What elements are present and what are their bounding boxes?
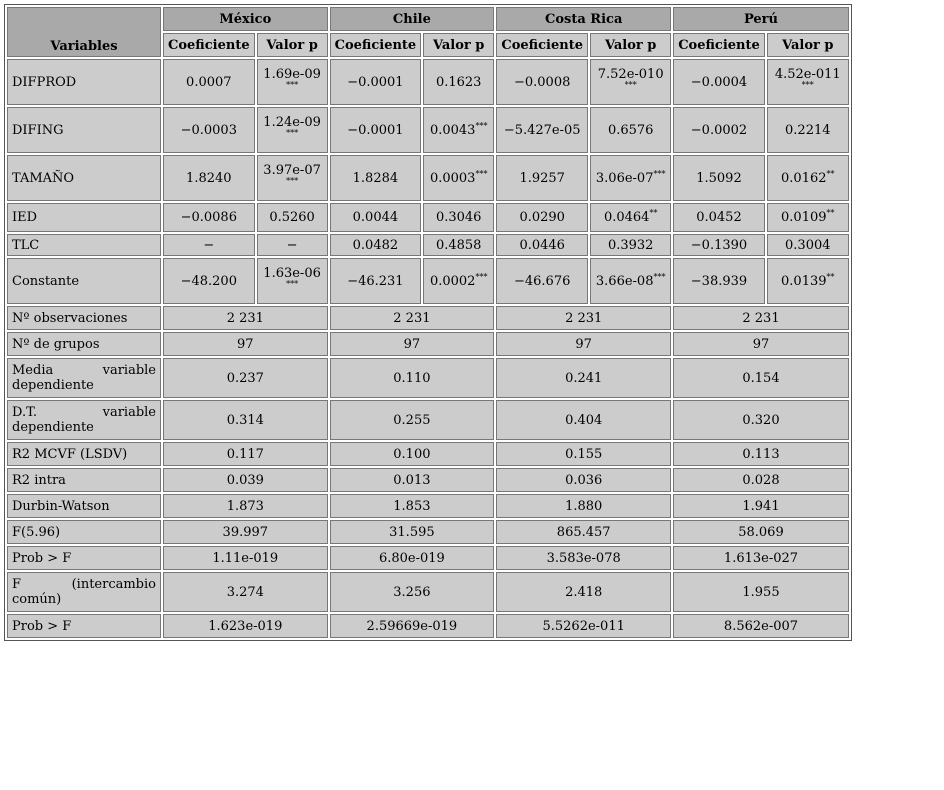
- pvalue-cell: [423, 203, 494, 232]
- pvalue-text: 0.0003: [429, 170, 476, 186]
- coef-header: Coeficiente: [330, 33, 422, 57]
- country-header-row: [7, 7, 849, 31]
- coef-row: [7, 155, 849, 201]
- significance-marker: ***: [286, 128, 299, 138]
- significance-marker: ***: [286, 80, 299, 90]
- country-header: México: [163, 7, 328, 31]
- pvalue-text: 0.3046: [435, 210, 482, 225]
- row-label: R2 MCVF (LSDV): [7, 442, 161, 466]
- pvalue-text: 1.24e-09: [263, 115, 321, 130]
- stat-value-cell: 2 231: [496, 306, 671, 330]
- pvalue-text: 0.0464: [603, 210, 650, 225]
- stat-value-cell: 1.955: [673, 572, 849, 612]
- coef-header: Coeficiente: [673, 33, 765, 57]
- pvalue-text: 0.6576: [607, 122, 654, 138]
- pvalue-cell: [590, 107, 671, 153]
- stat-row: [7, 442, 849, 466]
- coefficient-cell: −0.0008: [496, 59, 588, 105]
- regression-table-frame: [4, 4, 852, 641]
- pvalue-cell: [423, 234, 494, 256]
- stat-value-cell: 6.80e-019: [330, 546, 495, 570]
- pvalue-text: 0.4858: [435, 237, 482, 253]
- row-label: TAMAÑO: [7, 155, 161, 201]
- row-label: Media variable dependiente: [7, 358, 161, 398]
- significance-marker: **: [826, 208, 835, 218]
- pvalue-text: 0.0002: [429, 273, 476, 289]
- coef-header: Coeficiente: [163, 33, 255, 57]
- coefficient-cell: −46.676: [496, 258, 588, 304]
- coef-row: [7, 59, 849, 105]
- pvalue-text: 0.0043: [429, 122, 476, 138]
- stat-value-cell: 2.418: [496, 572, 671, 612]
- stat-value-cell: 0.314: [163, 400, 328, 440]
- stat-row: [7, 400, 849, 440]
- stat-value-cell: 0.117: [163, 442, 328, 466]
- pvalue-text: 4.52e-011: [774, 67, 841, 82]
- row-label: IED: [7, 203, 161, 232]
- stat-value-cell: 2 231: [673, 306, 849, 330]
- significance-marker: **: [649, 208, 658, 218]
- stat-value-cell: 1.880: [496, 494, 671, 518]
- pvalue-cell: [767, 203, 849, 232]
- pvalue-cell: [590, 59, 671, 105]
- coefficient-cell: −5.427e-05: [496, 107, 588, 153]
- pvalue-cell: [767, 234, 849, 256]
- stat-value-cell: 58.069: [673, 520, 849, 544]
- significance-marker: ***: [286, 176, 299, 186]
- pvalue-cell: [257, 155, 328, 201]
- stat-value-cell: 0.320: [673, 400, 849, 440]
- country-header: Perú: [673, 7, 849, 31]
- pvalue-cell: [590, 258, 671, 304]
- pvalue-text: 3.97e-07: [263, 163, 321, 178]
- stat-value-cell: 0.039: [163, 468, 328, 492]
- stat-row: [7, 614, 849, 638]
- coefficient-cell: 0.0007: [163, 59, 255, 105]
- coef-header: Coeficiente: [496, 33, 588, 57]
- pvalue-cell: [767, 155, 849, 201]
- stat-value-cell: 0.154: [673, 358, 849, 398]
- row-label: Nº de grupos: [7, 332, 161, 356]
- coefficient-cell: −0.1390: [673, 234, 765, 256]
- stat-value-cell: 0.237: [163, 358, 328, 398]
- statistic-rows: [7, 306, 849, 638]
- coefficient-cell: 0.0044: [330, 203, 422, 232]
- stat-row: [7, 358, 849, 398]
- stat-value-cell: 1.853: [330, 494, 495, 518]
- row-label: DIFING: [7, 107, 161, 153]
- stat-value-cell: 0.241: [496, 358, 671, 398]
- stat-value-cell: 39.997: [163, 520, 328, 544]
- significance-marker: **: [826, 272, 835, 282]
- stat-row: [7, 332, 849, 356]
- stat-value-cell: 3.583e-078: [496, 546, 671, 570]
- pvalue-text: 0.3004: [785, 237, 831, 253]
- coefficient-cell: −0.0004: [673, 59, 765, 105]
- pvalue-cell: [423, 258, 494, 304]
- coefficient-cell: −46.231: [330, 258, 422, 304]
- pvalue-text: 0.1623: [435, 74, 482, 90]
- pvalue-text: 0.5260: [269, 210, 315, 225]
- stat-value-cell: 3.274: [163, 572, 328, 612]
- row-label: D.T. variable dependiente: [7, 400, 161, 440]
- stat-value-cell: 1.941: [673, 494, 849, 518]
- stat-value-cell: 0.113: [673, 442, 849, 466]
- stat-row: [7, 468, 849, 492]
- row-label: Nº observaciones: [7, 306, 161, 330]
- row-label: DIFPROD: [7, 59, 161, 105]
- coefficient-cell: 0.0452: [673, 203, 765, 232]
- coefficient-cell: −0.0002: [673, 107, 765, 153]
- coefficient-cell: 0.0290: [496, 203, 588, 232]
- coefficient-cell: 1.5092: [673, 155, 765, 201]
- pvalue-text: 3.06e-07: [595, 170, 654, 186]
- pvalue-cell: [423, 155, 494, 201]
- coefficient-rows: [7, 59, 849, 304]
- country-header: Chile: [330, 7, 495, 31]
- stat-row: [7, 546, 849, 570]
- stat-value-cell: 1.873: [163, 494, 328, 518]
- stat-value-cell: 1.623e-019: [163, 614, 328, 638]
- coefficient-cell: −0.0003: [163, 107, 255, 153]
- pvalue-text: 0.0109: [781, 210, 827, 225]
- coefficient-cell: −48.200: [163, 258, 255, 304]
- pvalue-text: 0.0162: [781, 170, 827, 186]
- coefficient-cell: −0.0001: [330, 59, 422, 105]
- stat-value-cell: 0.028: [673, 468, 849, 492]
- significance-marker: ***: [653, 272, 666, 282]
- row-label: F(5.96): [7, 520, 161, 544]
- coefficient-cell: 1.9257: [496, 155, 588, 201]
- coef-row: [7, 203, 849, 232]
- coef-row: [7, 258, 849, 304]
- significance-marker: ***: [653, 169, 666, 179]
- stat-value-cell: 2 231: [330, 306, 495, 330]
- row-label: TLC: [7, 234, 161, 256]
- significance-marker: ***: [475, 272, 488, 282]
- stat-value-cell: 2 231: [163, 306, 328, 330]
- stat-value-cell: 0.100: [330, 442, 495, 466]
- pvalue-text: 1.63e-06: [263, 266, 321, 281]
- row-label: Prob > F: [7, 614, 161, 638]
- stat-value-cell: 1.613e-027: [673, 546, 849, 570]
- stat-value-cell: 97: [330, 332, 495, 356]
- stat-row: [7, 494, 849, 518]
- pvalue-text: 7.52e-010: [597, 67, 664, 82]
- pvalue-text: 1.69e-09: [263, 67, 321, 82]
- stat-value-cell: 5.5262e-011: [496, 614, 671, 638]
- significance-marker: **: [826, 169, 835, 179]
- coefficient-cell: −0.0001: [330, 107, 422, 153]
- pvalue-cell: [257, 107, 328, 153]
- coefficient-cell: 1.8240: [163, 155, 255, 201]
- significance-marker: ***: [286, 279, 299, 289]
- pvalue-text: −: [286, 237, 298, 253]
- pvalue-cell: [257, 234, 328, 256]
- pvalue-cell: [257, 59, 328, 105]
- stat-value-cell: 2.59669e-019: [330, 614, 495, 638]
- pval-header: Valor p: [423, 33, 494, 57]
- coefficient-cell: 0.0446: [496, 234, 588, 256]
- coefficient-cell: −: [163, 234, 255, 256]
- stat-value-cell: 97: [673, 332, 849, 356]
- pval-header: Valor p: [590, 33, 671, 57]
- stat-value-cell: 31.595: [330, 520, 495, 544]
- stat-value-cell: 3.256: [330, 572, 495, 612]
- significance-marker: ***: [801, 80, 814, 90]
- coef-row: [7, 107, 849, 153]
- stat-value-cell: 97: [163, 332, 328, 356]
- stat-value-cell: 0.036: [496, 468, 671, 492]
- stat-row: [7, 306, 849, 330]
- pvalue-cell: [767, 59, 849, 105]
- coefficient-cell: 0.0482: [330, 234, 422, 256]
- pvalue-cell: [767, 258, 849, 304]
- pvalue-text: 0.2214: [785, 122, 831, 138]
- stat-row: [7, 520, 849, 544]
- pvalue-cell: [767, 107, 849, 153]
- stat-value-cell: 8.562e-007: [673, 614, 849, 638]
- row-label: Constante: [7, 258, 161, 304]
- pval-header: Valor p: [257, 33, 328, 57]
- pvalue-cell: [257, 258, 328, 304]
- coefficient-cell: 1.8284: [330, 155, 422, 201]
- pvalue-text: 0.3932: [607, 237, 654, 253]
- variables-header: Variables: [7, 7, 161, 57]
- coef-row: [7, 234, 849, 256]
- pvalue-cell: [423, 59, 494, 105]
- pvalue-cell: [590, 234, 671, 256]
- row-label: Prob > F: [7, 546, 161, 570]
- significance-marker: ***: [624, 80, 637, 90]
- stat-value-cell: 865.457: [496, 520, 671, 544]
- row-label: Durbin-Watson: [7, 494, 161, 518]
- pvalue-text: 3.66e-08: [595, 273, 654, 289]
- stat-value-cell: 0.255: [330, 400, 495, 440]
- row-label: R2 intra: [7, 468, 161, 492]
- coefficient-cell: −0.0086: [163, 203, 255, 232]
- stat-value-cell: 0.013: [330, 468, 495, 492]
- pval-header: Valor p: [767, 33, 849, 57]
- stat-row: [7, 572, 849, 612]
- pvalue-cell: [423, 107, 494, 153]
- stat-value-cell: 0.155: [496, 442, 671, 466]
- regression-table: [5, 5, 851, 640]
- pvalue-cell: [590, 155, 671, 201]
- stat-value-cell: 1.11e-019: [163, 546, 328, 570]
- significance-marker: ***: [475, 169, 488, 179]
- stat-value-cell: 97: [496, 332, 671, 356]
- country-header: Costa Rica: [496, 7, 671, 31]
- pvalue-text: 0.0139: [781, 273, 827, 289]
- coefficient-cell: −38.939: [673, 258, 765, 304]
- row-label: F (intercambio común): [7, 572, 161, 612]
- significance-marker: ***: [475, 121, 488, 131]
- stat-value-cell: 0.110: [330, 358, 495, 398]
- pvalue-cell: [257, 203, 328, 232]
- pvalue-cell: [590, 203, 671, 232]
- stat-value-cell: 0.404: [496, 400, 671, 440]
